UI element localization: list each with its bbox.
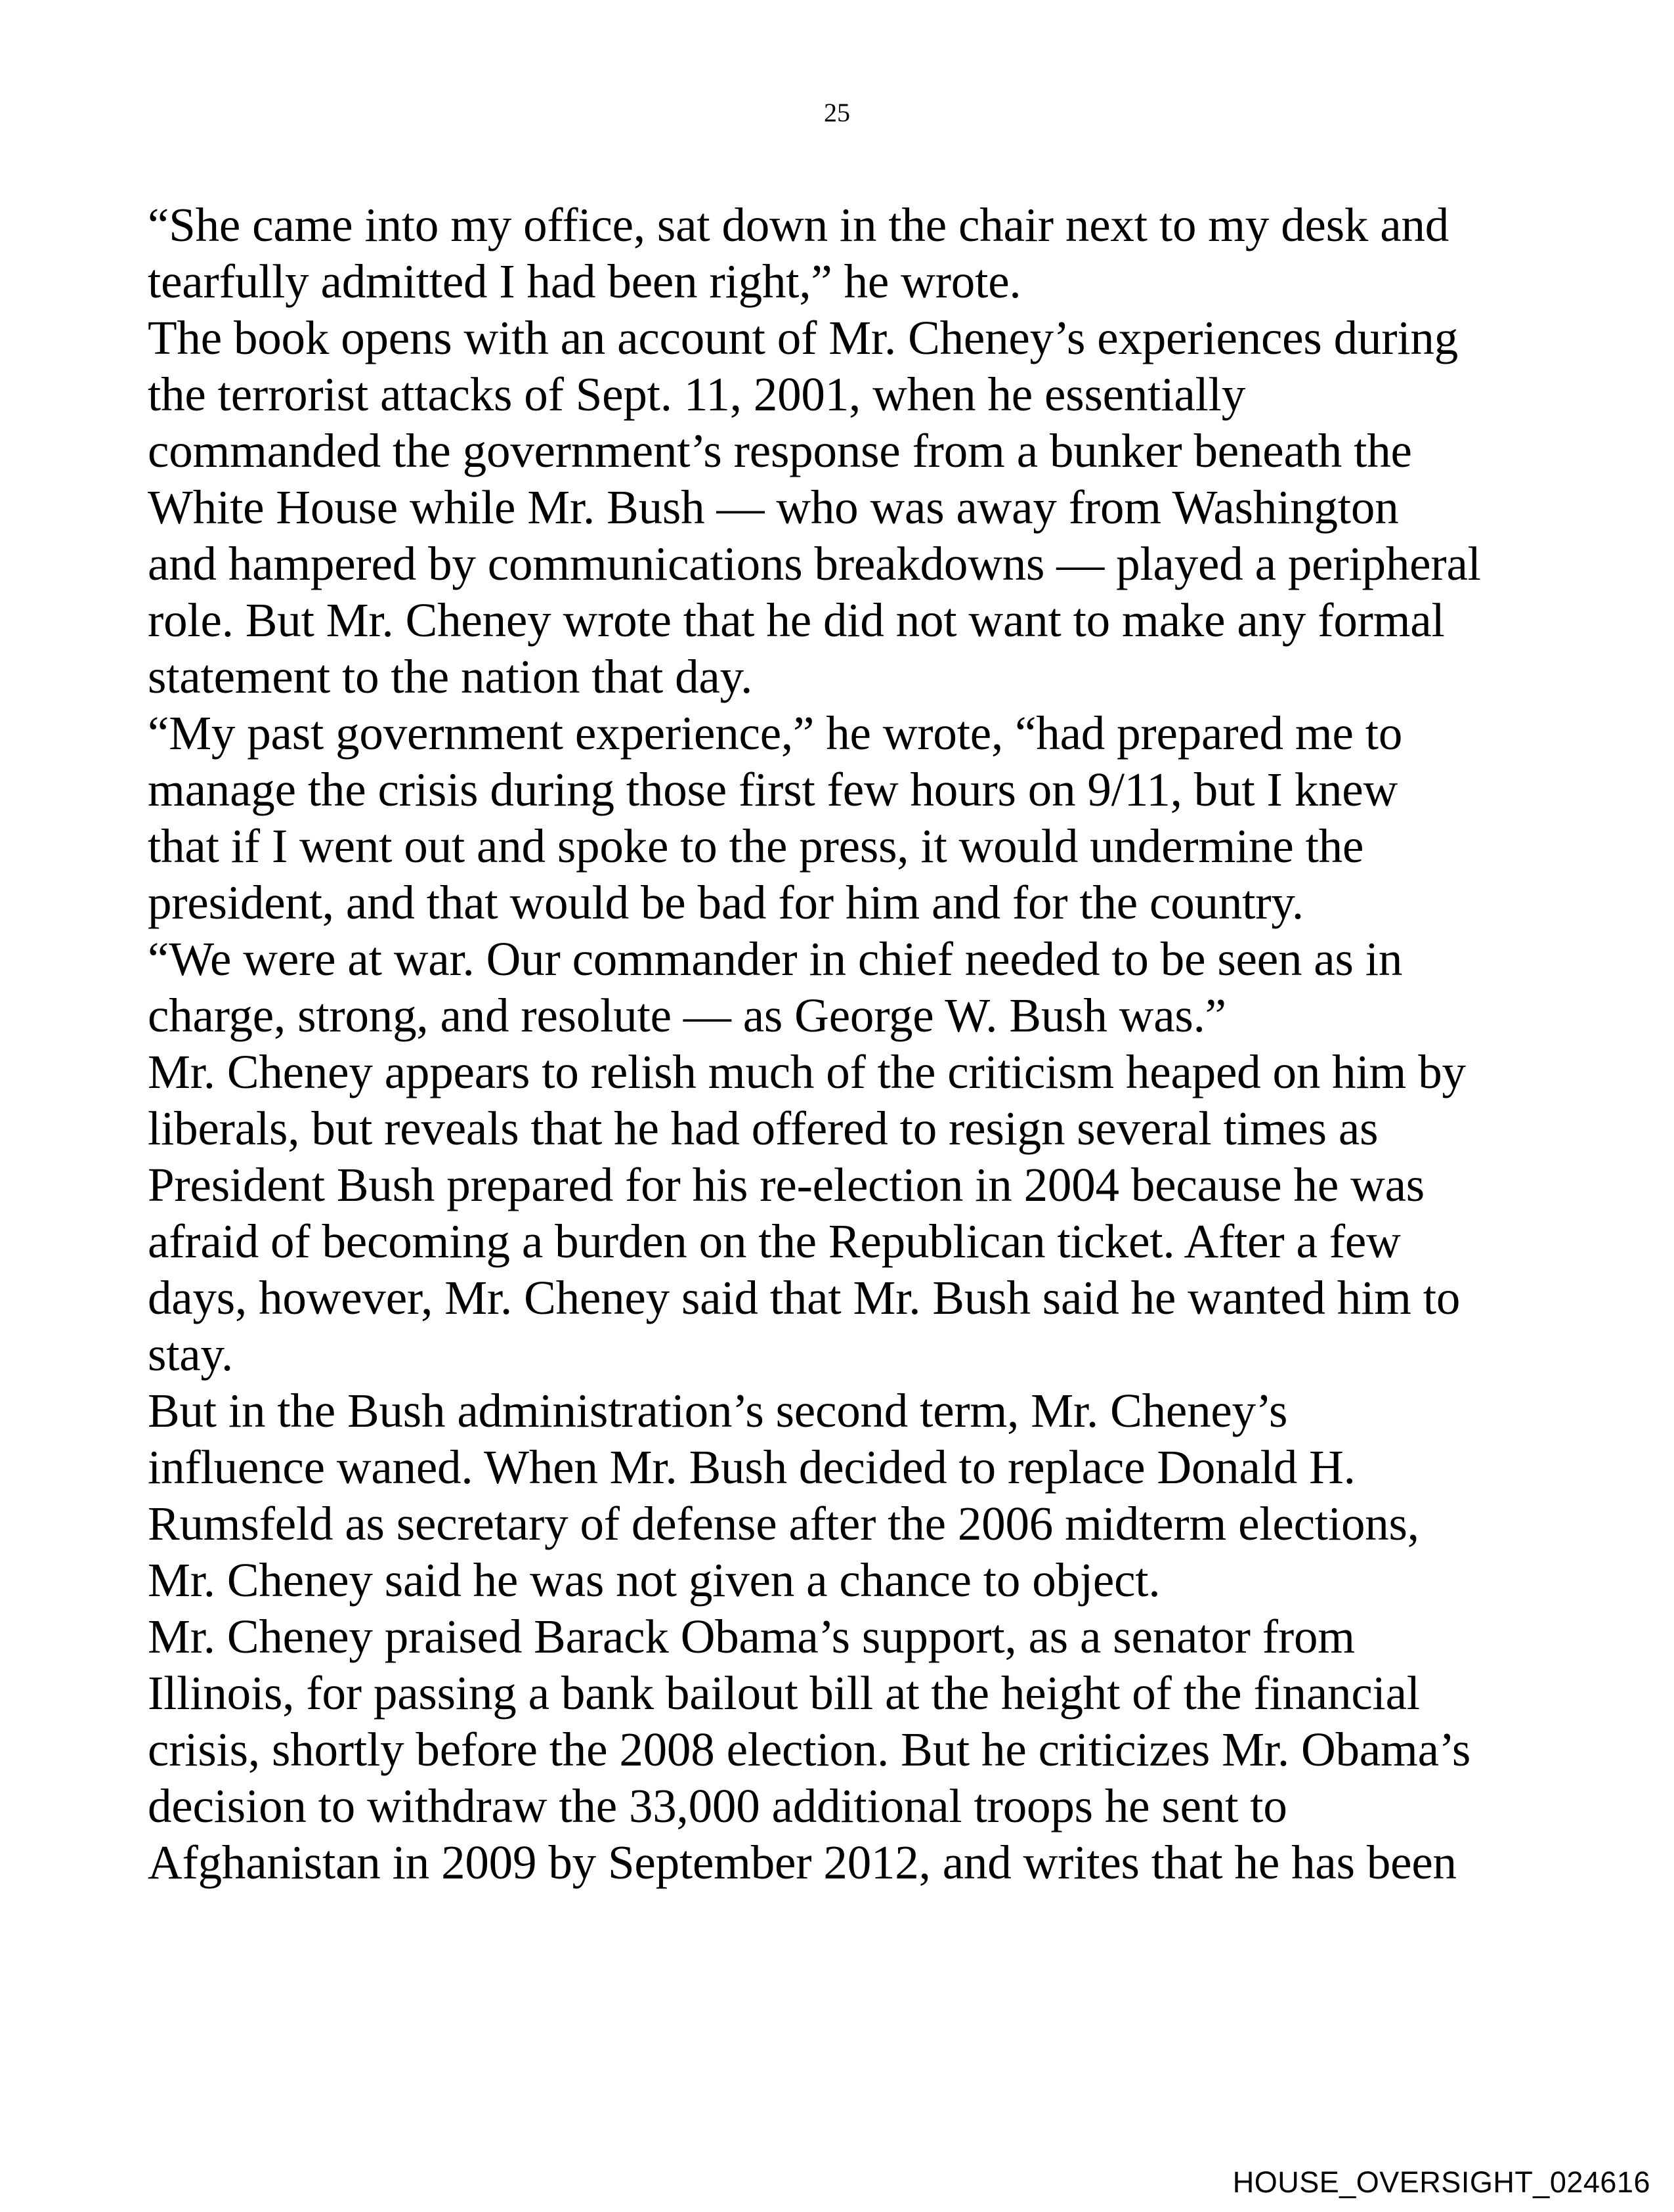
text-line: “She came into my office, sat down in the chair next to my desk and	[148, 198, 1449, 251]
text-line: afraid of becoming a burden on the Republican ticket. After a few	[148, 1215, 1401, 1268]
text-line: decision to withdraw the 33,000 additional troops he sent to	[148, 1779, 1287, 1832]
text-line: days, however, Mr. Cheney said that Mr. Bush said he wanted him to	[148, 1271, 1461, 1324]
text-line: Mr. Cheney praised Barack Obama’s support, as a senator from	[148, 1610, 1355, 1663]
text-line: statement to the nation that day.	[148, 650, 753, 703]
text-line: White House while Mr. Bush — who was away from Washington	[148, 481, 1399, 534]
text-line: crisis, shortly before the 2008 election. But he criticizes Mr. Obama’s	[148, 1723, 1471, 1776]
text-line: manage the crisis during those first few hours on 9/11, but I knew	[148, 763, 1398, 816]
text-line: President Bush prepared for his re-election in 2004 because he was	[148, 1158, 1425, 1211]
page-number: 25	[824, 98, 850, 127]
text-line: “We were at war. Our commander in chief needed to be seen as in	[148, 932, 1403, 986]
text-line: Mr. Cheney said he was not given a chance to object.	[148, 1553, 1161, 1607]
text-line: that if I went out and spoke to the press, it would undermine the	[148, 819, 1364, 873]
text-line: charge, strong, and resolute — as George W. Bush was.”	[148, 989, 1226, 1042]
bates-stamp: HOUSE_OVERSIGHT_024616	[1232, 2165, 1650, 2199]
article-body	[148, 197, 1553, 1891]
text-line: stay.	[148, 1328, 234, 1381]
text-line: Rumsfeld as secretary of defense after the 2006 midterm elections,	[148, 1497, 1419, 1550]
text-line: commanded the government’s response from a bunker beneath the	[148, 424, 1412, 477]
text-line: liberals, but reveals that he had offered to resign several times as	[148, 1102, 1379, 1155]
text-line: “My past government experience,” he wrote, “had prepared me to	[148, 706, 1403, 760]
text-line: Illinois, for passing a bank bailout bill at the height of the financial	[148, 1666, 1420, 1720]
text-line: and hampered by communications breakdowns — played a peripheral	[148, 537, 1481, 590]
text-line: But in the Bush administration’s second term, Mr. Cheney’s	[148, 1384, 1288, 1437]
text-line: president, and that would be bad for him and for the country.	[148, 876, 1304, 929]
text-line: The book opens with an account of Mr. Cheney’s experiences during	[148, 311, 1458, 364]
text-line: Mr. Cheney appears to relish much of the criticism heaped on him by	[148, 1045, 1466, 1098]
text-line: influence waned. When Mr. Bush decided to replace Donald H.	[148, 1441, 1356, 1494]
text-line: tearfully admitted I had been right,” he wrote.	[148, 255, 1021, 308]
text-line: Afghanistan in 2009 by September 2012, and writes that he has been	[148, 1836, 1457, 1889]
text-line: role. But Mr. Cheney wrote that he did not want to make any formal	[148, 594, 1445, 647]
text-line: the terrorist attacks of Sept. 11, 2001, when he essentially	[148, 368, 1245, 421]
